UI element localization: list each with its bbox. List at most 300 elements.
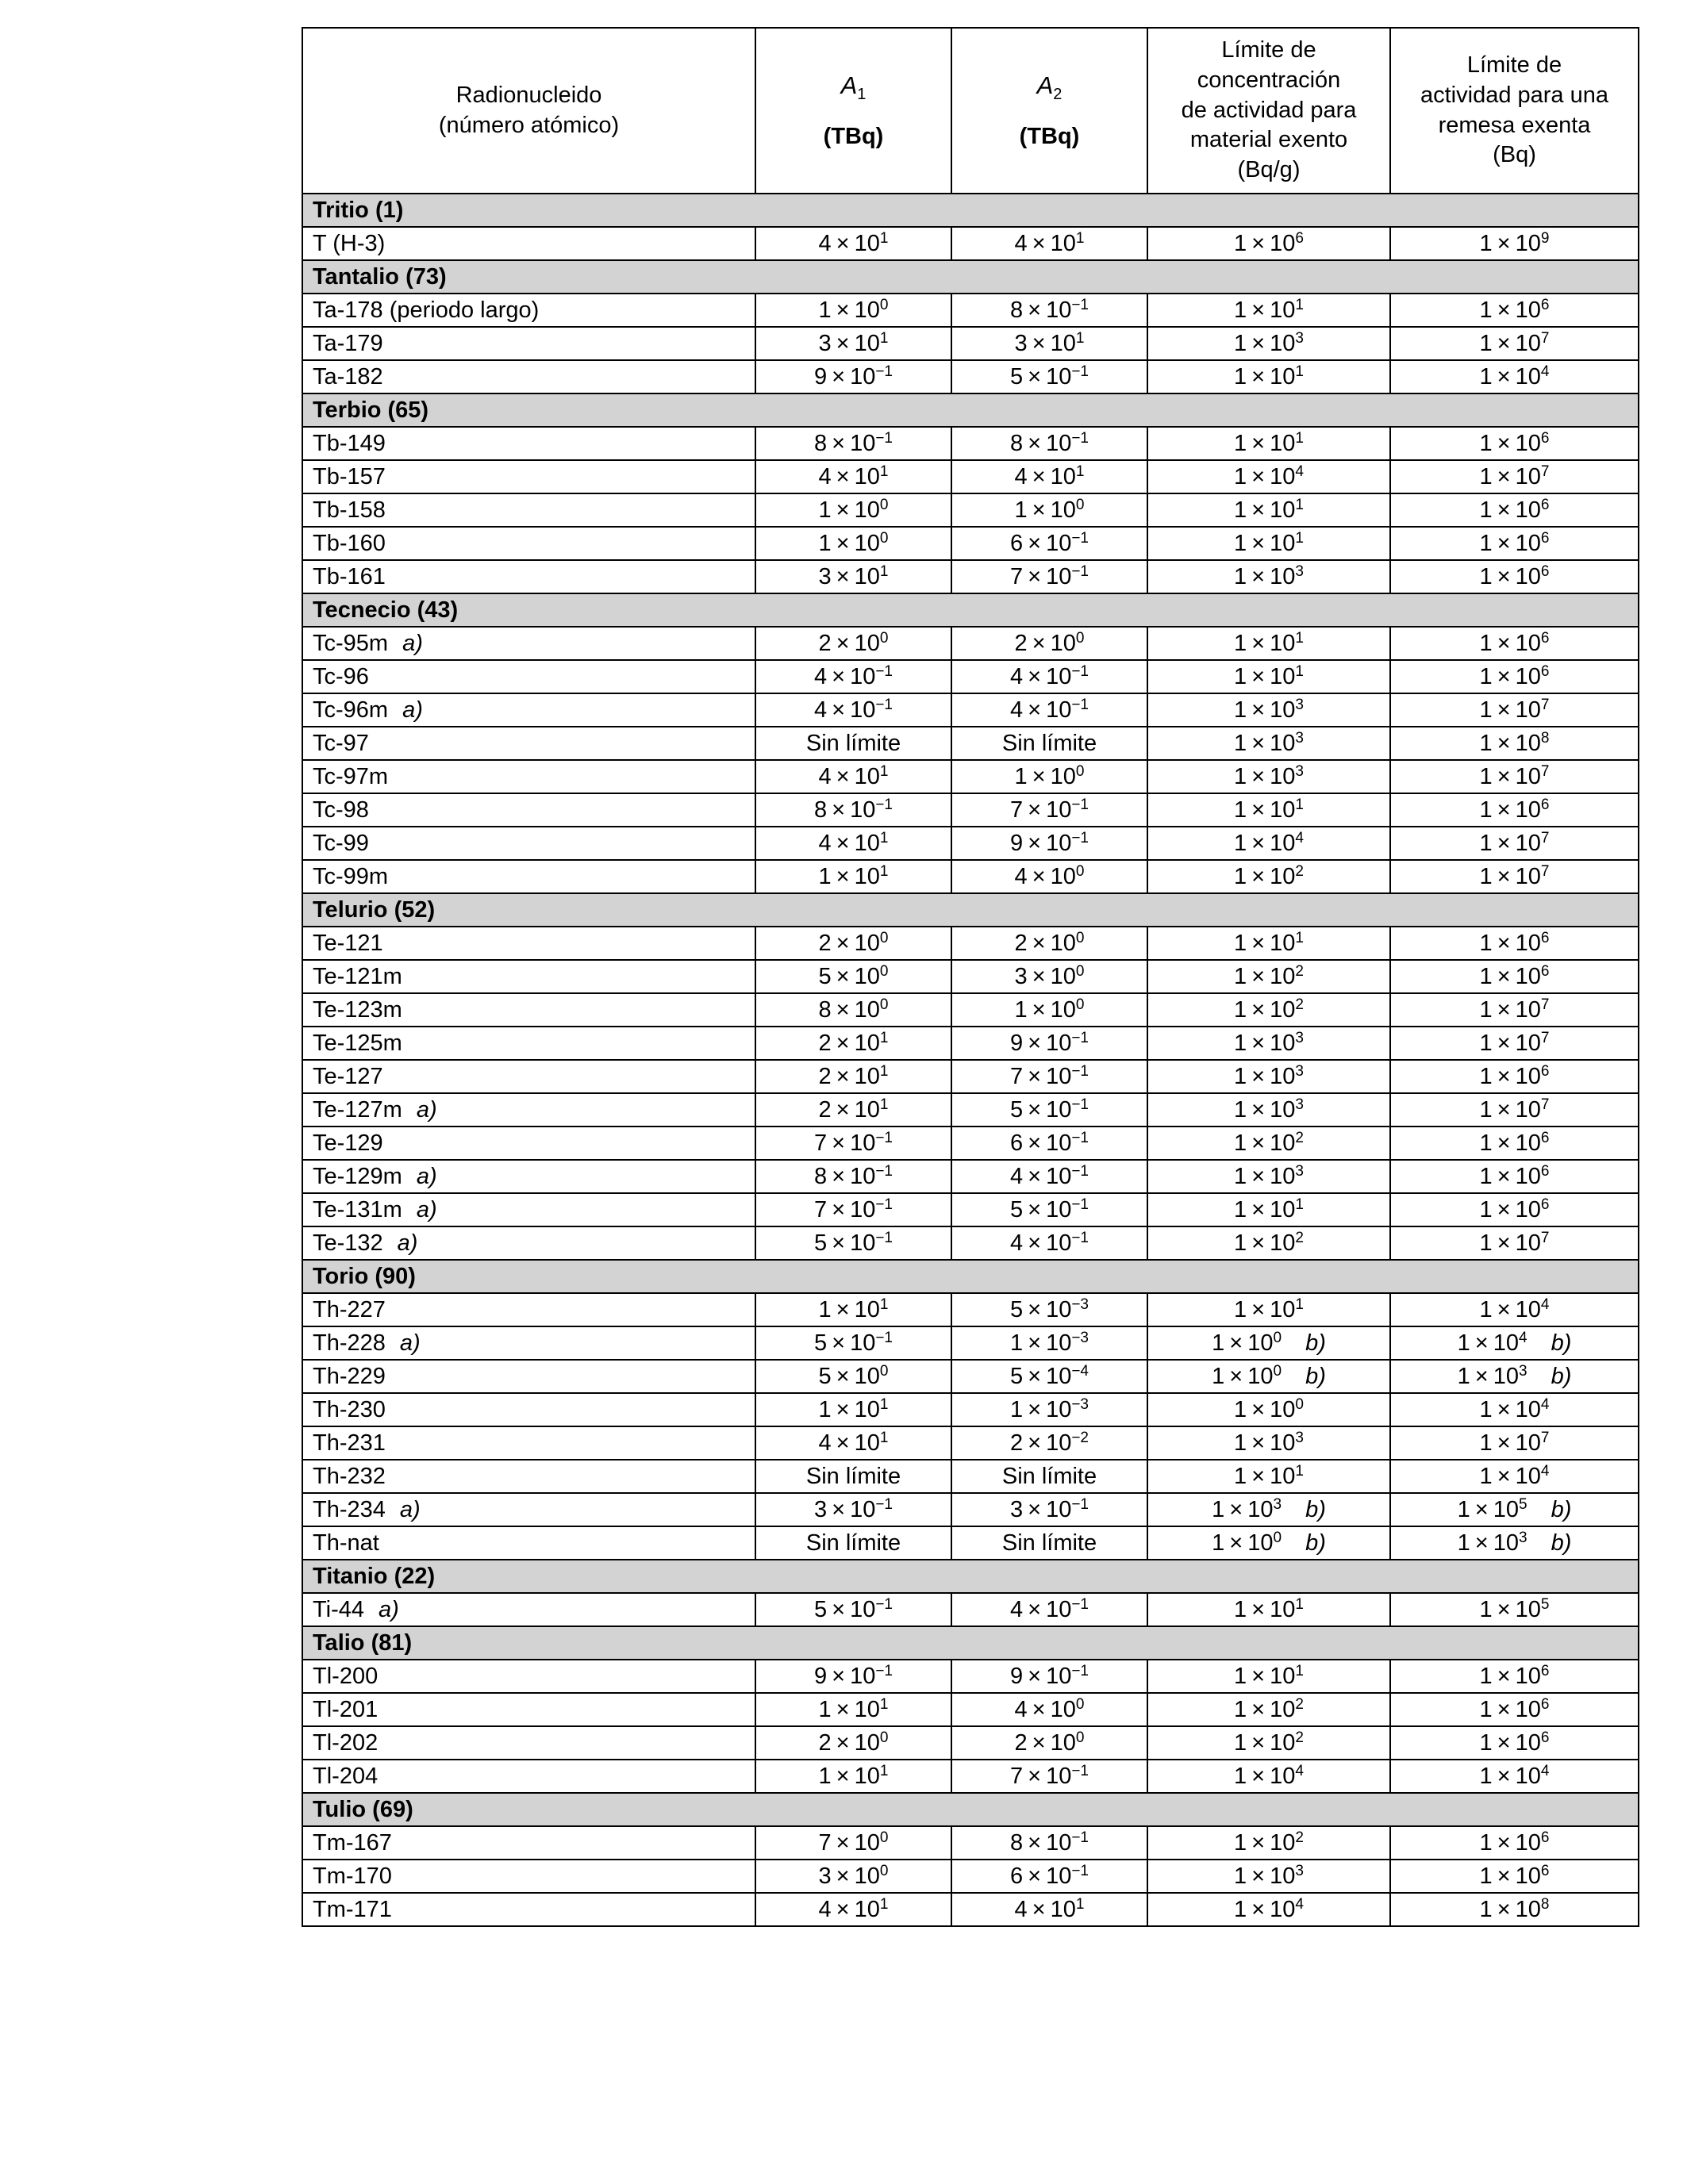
a1-value bbox=[755, 1526, 951, 1560]
a1-value bbox=[755, 627, 951, 660]
value: $1 \times 10^5$ bbox=[1457, 1495, 1528, 1522]
nuclide-name: Tl-202 bbox=[302, 1726, 755, 1760]
value: $1 \times 10^2$ bbox=[1234, 1695, 1304, 1722]
table-row bbox=[302, 560, 1639, 593]
a1-value bbox=[755, 1893, 951, 1926]
value: $5 \times 10^{-1}$ bbox=[1009, 363, 1089, 390]
nuclide-name: Te-121 bbox=[302, 927, 755, 960]
value: $4 \times 10^1$ bbox=[1014, 229, 1085, 256]
a2-value bbox=[951, 1693, 1147, 1726]
a1-value bbox=[755, 860, 951, 893]
a2-value bbox=[951, 1160, 1147, 1193]
a1-value bbox=[755, 693, 951, 727]
a1-value bbox=[755, 993, 951, 1027]
a1-value bbox=[755, 427, 951, 460]
a1-value bbox=[755, 527, 951, 560]
concentration-limit-value bbox=[1147, 560, 1390, 593]
table-row bbox=[302, 793, 1639, 827]
concentration-limit-value bbox=[1147, 860, 1390, 893]
value: $1 \times 10^4$ bbox=[1479, 1295, 1550, 1322]
a2-value bbox=[951, 493, 1147, 527]
a2-symbol: $A_2$ bbox=[1036, 71, 1063, 103]
value: $1 \times 10^1$ bbox=[1234, 1662, 1304, 1689]
value: $1 \times 10^3$ bbox=[1234, 1862, 1304, 1889]
a1-value bbox=[755, 1160, 951, 1193]
header-radionuclide: Radionucleido (número atómico) bbox=[302, 28, 755, 194]
footnote-marker: a) bbox=[416, 1196, 437, 1223]
a2-value bbox=[951, 660, 1147, 693]
value: $3 \times 10^1$ bbox=[818, 329, 889, 356]
group-row bbox=[302, 260, 1639, 294]
a2-value bbox=[951, 327, 1147, 360]
footnote-marker: a) bbox=[402, 697, 423, 723]
a2-value bbox=[951, 460, 1147, 493]
a1-value bbox=[755, 1326, 951, 1360]
a2-value bbox=[951, 1393, 1147, 1426]
nuclide-name: Th-228 a) bbox=[302, 1326, 755, 1360]
concentration-limit-value bbox=[1147, 693, 1390, 727]
nuclide-name: Th-230 bbox=[302, 1393, 755, 1426]
consignment-limit-value bbox=[1390, 1393, 1639, 1426]
table-row bbox=[302, 727, 1639, 760]
value: Sin límite bbox=[1001, 1530, 1097, 1556]
a1-value bbox=[755, 1760, 951, 1793]
table-row bbox=[302, 1460, 1639, 1493]
group-title: Talio (81) bbox=[302, 1626, 1639, 1660]
a2-value bbox=[951, 1127, 1147, 1160]
consignment-limit-value bbox=[1390, 960, 1639, 993]
consignment-limit-value bbox=[1390, 827, 1639, 860]
value: $2 \times 10^0$ bbox=[1014, 1729, 1085, 1756]
value: $1 \times 10^3$ bbox=[1234, 329, 1304, 356]
footnote-marker: a) bbox=[399, 1330, 421, 1356]
table-row bbox=[302, 1293, 1639, 1326]
consignment-limit-value bbox=[1390, 760, 1639, 793]
concentration-limit-value bbox=[1147, 1826, 1390, 1860]
concentration-limit-value bbox=[1147, 360, 1390, 393]
value: $1 \times 10^7$ bbox=[1479, 829, 1550, 856]
nuclide-name: Ta-182 bbox=[302, 360, 755, 393]
table-row bbox=[302, 1393, 1639, 1426]
a2-unit: (TBq) bbox=[1019, 123, 1080, 149]
footnote-marker: a) bbox=[402, 630, 423, 656]
nuclide-name: Tc-99m bbox=[302, 860, 755, 893]
a2-value bbox=[951, 693, 1147, 727]
a1-value bbox=[755, 1193, 951, 1226]
table-row bbox=[302, 1526, 1639, 1560]
value: $1 \times 10^1$ bbox=[1234, 363, 1304, 390]
a2-value bbox=[951, 760, 1147, 793]
value: $1 \times 10^4$ bbox=[1234, 1762, 1304, 1789]
value: $1 \times 10^7$ bbox=[1479, 1096, 1550, 1123]
value: $1 \times 10^2$ bbox=[1234, 996, 1304, 1023]
value: $1 \times 10^1$ bbox=[1234, 929, 1304, 956]
value: $4 \times 10^1$ bbox=[818, 1429, 889, 1456]
nuclide-name: Tc-96 bbox=[302, 660, 755, 693]
a2-value bbox=[951, 227, 1147, 260]
value: $1 \times 10^3$ bbox=[1234, 1029, 1304, 1056]
concentration-limit-value bbox=[1147, 460, 1390, 493]
nuclide-name: Th-232 bbox=[302, 1460, 755, 1493]
a2-value bbox=[951, 527, 1147, 560]
value: Sin límite bbox=[805, 730, 901, 756]
value: $2 \times 10^0$ bbox=[1014, 629, 1085, 656]
value: $2 \times 10^0$ bbox=[1014, 929, 1085, 956]
concentration-limit-value bbox=[1147, 960, 1390, 993]
nuclide-name: Te-125m bbox=[302, 1027, 755, 1060]
a1-value bbox=[755, 1460, 951, 1493]
a1-value bbox=[755, 660, 951, 693]
consignment-limit-value bbox=[1390, 1027, 1639, 1060]
value: $5 \times 10^{-1}$ bbox=[813, 1229, 893, 1256]
concentration-limit-value bbox=[1147, 1460, 1390, 1493]
table-row bbox=[302, 827, 1639, 860]
concentration-limit-value bbox=[1147, 427, 1390, 460]
value: $1 \times 10^0$ bbox=[1014, 496, 1085, 523]
consignment-limit-value bbox=[1390, 227, 1639, 260]
consignment-limit-value bbox=[1390, 1360, 1639, 1393]
consignment-limit-value bbox=[1390, 1693, 1639, 1726]
nuclide-name: Tm-167 bbox=[302, 1826, 755, 1860]
value: $1 \times 10^7$ bbox=[1479, 329, 1550, 356]
value: $1 \times 10^8$ bbox=[1479, 1895, 1550, 1922]
nuclide-name: Ta-178 (periodo largo) bbox=[302, 294, 755, 327]
a2-value bbox=[951, 727, 1147, 760]
value: $1 \times 10^1$ bbox=[818, 1295, 889, 1322]
value: $1 \times 10^2$ bbox=[1234, 1129, 1304, 1156]
table-row bbox=[302, 960, 1639, 993]
group-row bbox=[302, 1260, 1639, 1293]
a1-value bbox=[755, 360, 951, 393]
nuclide-name: Te-127 bbox=[302, 1060, 755, 1093]
consignment-limit-value bbox=[1390, 360, 1639, 393]
value: $1 \times 10^3$ bbox=[1234, 562, 1304, 589]
group-row bbox=[302, 1626, 1639, 1660]
header-concentration-limit: Límite de concentración de actividad para material exento (Bq/g) bbox=[1147, 28, 1390, 194]
footnote-marker: a) bbox=[416, 1163, 437, 1189]
value: $4 \times 10^1$ bbox=[1014, 463, 1085, 489]
nuclide-name: Tb-160 bbox=[302, 527, 755, 560]
value: $6 \times 10^{-1}$ bbox=[1009, 1862, 1089, 1889]
group-title: Tulio (69) bbox=[302, 1793, 1639, 1826]
a1-value bbox=[755, 927, 951, 960]
a2-value bbox=[951, 360, 1147, 393]
value: $5 \times 10^{-1}$ bbox=[813, 1595, 893, 1622]
value: $1 \times 10^6$ bbox=[1479, 1862, 1550, 1889]
value: $1 \times 10^0$ bbox=[1212, 1529, 1282, 1556]
a2-value bbox=[951, 860, 1147, 893]
value: $1 \times 10^1$ bbox=[818, 1762, 889, 1789]
a2-value bbox=[951, 1893, 1147, 1926]
nuclide-name: Tc-97 bbox=[302, 727, 755, 760]
group-row bbox=[302, 194, 1639, 227]
value: $1 \times 10^6$ bbox=[1479, 562, 1550, 589]
group-row bbox=[302, 1560, 1639, 1593]
consignment-limit-value bbox=[1390, 1593, 1639, 1626]
consignment-limit-value bbox=[1390, 493, 1639, 527]
a1-value bbox=[755, 827, 951, 860]
value: $1 \times 10^1$ bbox=[1234, 1462, 1304, 1489]
table-row bbox=[302, 1193, 1639, 1226]
value: $1 \times 10^6$ bbox=[1479, 1196, 1550, 1223]
a2-value bbox=[951, 1726, 1147, 1760]
value: $3 \times 10^{-1}$ bbox=[813, 1495, 893, 1522]
value: $1 \times 10^3$ bbox=[1234, 1429, 1304, 1456]
value: $5 \times 10^{-1}$ bbox=[1009, 1096, 1089, 1123]
concentration-limit-value bbox=[1147, 1660, 1390, 1693]
value: $1 \times 10^2$ bbox=[1234, 1729, 1304, 1756]
concentration-limit-value bbox=[1147, 627, 1390, 660]
a2-value bbox=[951, 1360, 1147, 1393]
a1-value bbox=[755, 1660, 951, 1693]
concentration-limit-value bbox=[1147, 793, 1390, 827]
nuclide-name: Tb-158 bbox=[302, 493, 755, 527]
table-row bbox=[302, 1060, 1639, 1093]
table-row bbox=[302, 493, 1639, 527]
header-a1 bbox=[755, 28, 951, 194]
value: $1 \times 10^6$ bbox=[1479, 929, 1550, 956]
table-row bbox=[302, 1826, 1639, 1860]
value: $1 \times 10^6$ bbox=[1479, 962, 1550, 989]
value: $5 \times 10^0$ bbox=[818, 962, 889, 989]
value: $1 \times 10^3$ bbox=[1234, 762, 1304, 789]
value: $4 \times 10^1$ bbox=[818, 1895, 889, 1922]
consignment-limit-value bbox=[1390, 1526, 1639, 1560]
value: $1 \times 10^7$ bbox=[1479, 762, 1550, 789]
table-row bbox=[302, 693, 1639, 727]
concentration-limit-value bbox=[1147, 1693, 1390, 1726]
value: $1 \times 10^4$ bbox=[1479, 1395, 1550, 1422]
a2-value bbox=[951, 927, 1147, 960]
consignment-limit-value bbox=[1390, 1093, 1639, 1127]
table-row bbox=[302, 760, 1639, 793]
consignment-limit-value bbox=[1390, 1493, 1639, 1526]
consignment-limit-value bbox=[1390, 560, 1639, 593]
group-title: Terbio (65) bbox=[302, 393, 1639, 427]
value: $1 \times 10^1$ bbox=[1234, 496, 1304, 523]
value: $9 \times 10^{-1}$ bbox=[813, 363, 893, 390]
value: $1 \times 10^7$ bbox=[1479, 1029, 1550, 1056]
value: $4 \times 10^{-1}$ bbox=[1009, 696, 1089, 723]
value: $2 \times 10^1$ bbox=[818, 1096, 889, 1123]
value: $7 \times 10^{-1}$ bbox=[1009, 562, 1089, 589]
table-row bbox=[302, 1226, 1639, 1260]
value: $1 \times 10^0$ bbox=[818, 496, 889, 523]
value: $1 \times 10^4$ bbox=[1479, 363, 1550, 390]
value: $1 \times 10^0$ bbox=[1212, 1362, 1282, 1389]
a2-value bbox=[951, 1860, 1147, 1893]
table-row bbox=[302, 1593, 1639, 1626]
a1-value bbox=[755, 1693, 951, 1726]
value: $1 \times 10^6$ bbox=[1479, 1695, 1550, 1722]
value: $1 \times 10^0$ bbox=[1212, 1329, 1282, 1356]
a1-value bbox=[755, 1093, 951, 1127]
value: $4 \times 10^0$ bbox=[1014, 1695, 1085, 1722]
a1-value bbox=[755, 1593, 951, 1626]
value: $1 \times 10^6$ bbox=[1479, 296, 1550, 323]
nuclide-name: Tb-157 bbox=[302, 460, 755, 493]
value: $1 \times 10^2$ bbox=[1234, 962, 1304, 989]
value: $8 \times 10^{-1}$ bbox=[813, 796, 893, 823]
table-row bbox=[302, 660, 1639, 693]
consignment-limit-value bbox=[1390, 1127, 1639, 1160]
consignment-limit-value bbox=[1390, 1860, 1639, 1893]
value: $1 \times 10^6$ bbox=[1479, 529, 1550, 556]
table-row bbox=[302, 1693, 1639, 1726]
value: Sin límite bbox=[1001, 1463, 1097, 1489]
concentration-limit-value bbox=[1147, 827, 1390, 860]
a2-value bbox=[951, 1760, 1147, 1793]
a1-value bbox=[755, 1726, 951, 1760]
group-title: Tritio (1) bbox=[302, 194, 1639, 227]
value: $4 \times 10^0$ bbox=[1014, 862, 1085, 889]
value: $1 \times 10^1$ bbox=[1234, 1595, 1304, 1622]
value: Sin límite bbox=[805, 1530, 901, 1556]
consignment-limit-value bbox=[1390, 1326, 1639, 1360]
concentration-limit-value bbox=[1147, 1226, 1390, 1260]
value: $5 \times 10^{-4}$ bbox=[1009, 1362, 1089, 1389]
value: $2 \times 10^0$ bbox=[818, 1729, 889, 1756]
consignment-limit-value bbox=[1390, 1460, 1639, 1493]
nuclide-name: Tb-161 bbox=[302, 560, 755, 593]
value: $1 \times 10^7$ bbox=[1479, 862, 1550, 889]
footnote-marker: b) bbox=[1305, 1363, 1326, 1389]
a2-value bbox=[951, 1526, 1147, 1560]
consignment-limit-value bbox=[1390, 1293, 1639, 1326]
concentration-limit-value bbox=[1147, 1193, 1390, 1226]
a1-value bbox=[755, 1826, 951, 1860]
a2-value bbox=[951, 1660, 1147, 1693]
table-row bbox=[302, 527, 1639, 560]
value: $1 \times 10^2$ bbox=[1234, 1229, 1304, 1256]
value: $1 \times 10^0$ bbox=[1014, 762, 1085, 789]
concentration-limit-value bbox=[1147, 227, 1390, 260]
consignment-limit-value bbox=[1390, 1660, 1639, 1693]
value: $4 \times 10^1$ bbox=[1014, 1895, 1085, 1922]
value: $4 \times 10^{-1}$ bbox=[1009, 662, 1089, 689]
value: $4 \times 10^1$ bbox=[818, 829, 889, 856]
a2-value bbox=[951, 1027, 1147, 1060]
nuclide-name: Te-123m bbox=[302, 993, 755, 1027]
value: $1 \times 10^6$ bbox=[1479, 662, 1550, 689]
value: $4 \times 10^{-1}$ bbox=[1009, 1162, 1089, 1189]
value: $3 \times 10^1$ bbox=[818, 562, 889, 589]
consignment-limit-value bbox=[1390, 693, 1639, 727]
a2-value bbox=[951, 793, 1147, 827]
nuclide-name: Tb-149 bbox=[302, 427, 755, 460]
value: $1 \times 10^7$ bbox=[1479, 696, 1550, 723]
value: $1 \times 10^4$ bbox=[1457, 1329, 1528, 1356]
concentration-limit-value bbox=[1147, 1760, 1390, 1793]
concentration-limit-value bbox=[1147, 1027, 1390, 1060]
value: $1 \times 10^3$ bbox=[1457, 1362, 1528, 1389]
value: $1 \times 10^6$ bbox=[1479, 1162, 1550, 1189]
concentration-limit-value bbox=[1147, 1060, 1390, 1093]
concentration-limit-value bbox=[1147, 993, 1390, 1027]
consignment-limit-value bbox=[1390, 627, 1639, 660]
a1-value bbox=[755, 1060, 951, 1093]
value: $1 \times 10^4$ bbox=[1479, 1462, 1550, 1489]
a1-value bbox=[755, 1127, 951, 1160]
value: $1 \times 10^9$ bbox=[1479, 229, 1550, 256]
concentration-limit-value bbox=[1147, 1426, 1390, 1460]
value: $1 \times 10^8$ bbox=[1479, 729, 1550, 756]
a1-value bbox=[755, 1027, 951, 1060]
value: $7 \times 10^{-1}$ bbox=[813, 1196, 893, 1223]
concentration-limit-value bbox=[1147, 327, 1390, 360]
nuclide-name: Te-132 a) bbox=[302, 1226, 755, 1260]
footnote-marker: b) bbox=[1551, 1496, 1572, 1522]
concentration-limit-value bbox=[1147, 1893, 1390, 1926]
consignment-limit-value bbox=[1390, 427, 1639, 460]
a2-value bbox=[951, 1426, 1147, 1460]
value: $1 \times 10^1$ bbox=[1234, 1196, 1304, 1223]
a1-value bbox=[755, 960, 951, 993]
value: $7 \times 10^{-1}$ bbox=[1009, 1762, 1089, 1789]
a2-value bbox=[951, 627, 1147, 660]
concentration-limit-value bbox=[1147, 1160, 1390, 1193]
footnote-marker: b) bbox=[1305, 1330, 1326, 1356]
nuclide-name: Te-129m a) bbox=[302, 1160, 755, 1193]
value: $2 \times 10^1$ bbox=[818, 1029, 889, 1056]
a1-value bbox=[755, 1860, 951, 1893]
value: $1 \times 10^3$ bbox=[1234, 1062, 1304, 1089]
nuclide-name: Te-127m a) bbox=[302, 1093, 755, 1127]
nuclide-name: Th-227 bbox=[302, 1293, 755, 1326]
a1-value bbox=[755, 1360, 951, 1393]
a1-value bbox=[755, 727, 951, 760]
value: $1 \times 10^{-3}$ bbox=[1009, 1395, 1089, 1422]
value: $4 \times 10^1$ bbox=[818, 762, 889, 789]
value: $1 \times 10^6$ bbox=[1479, 1129, 1550, 1156]
group-title: Telurio (52) bbox=[302, 893, 1639, 927]
value: $2 \times 10^0$ bbox=[818, 929, 889, 956]
table-row bbox=[302, 327, 1639, 360]
concentration-limit-value bbox=[1147, 294, 1390, 327]
nuclide-name: Th-229 bbox=[302, 1360, 755, 1393]
consignment-limit-value bbox=[1390, 660, 1639, 693]
table-row bbox=[302, 1726, 1639, 1760]
footnote-marker: a) bbox=[397, 1230, 418, 1256]
a1-value bbox=[755, 327, 951, 360]
value: $1 \times 10^0$ bbox=[818, 529, 889, 556]
table-row bbox=[302, 1493, 1639, 1526]
value: $1 \times 10^0$ bbox=[1234, 1395, 1304, 1422]
concentration-limit-value bbox=[1147, 727, 1390, 760]
table-row bbox=[302, 1360, 1639, 1393]
value: $3 \times 10^0$ bbox=[1014, 962, 1085, 989]
value: $1 \times 10^1$ bbox=[818, 1395, 889, 1422]
table-row bbox=[302, 927, 1639, 960]
a1-value bbox=[755, 493, 951, 527]
value: Sin límite bbox=[1001, 730, 1097, 756]
value: $4 \times 10^{-1}$ bbox=[1009, 1229, 1089, 1256]
value: $1 \times 10^7$ bbox=[1479, 1229, 1550, 1256]
concentration-limit-value bbox=[1147, 493, 1390, 527]
consignment-limit-value bbox=[1390, 993, 1639, 1027]
concentration-limit-value bbox=[1147, 927, 1390, 960]
consignment-limit-value bbox=[1390, 1726, 1639, 1760]
a1-symbol: $A_1$ bbox=[840, 71, 867, 103]
value: $1 \times 10^1$ bbox=[1234, 629, 1304, 656]
table-row bbox=[302, 294, 1639, 327]
a1-value bbox=[755, 760, 951, 793]
nuclide-name: Te-129 bbox=[302, 1127, 755, 1160]
header-a2 bbox=[951, 28, 1147, 194]
footnote-marker: b) bbox=[1305, 1530, 1326, 1556]
table-row bbox=[302, 1160, 1639, 1193]
concentration-limit-value bbox=[1147, 1860, 1390, 1893]
